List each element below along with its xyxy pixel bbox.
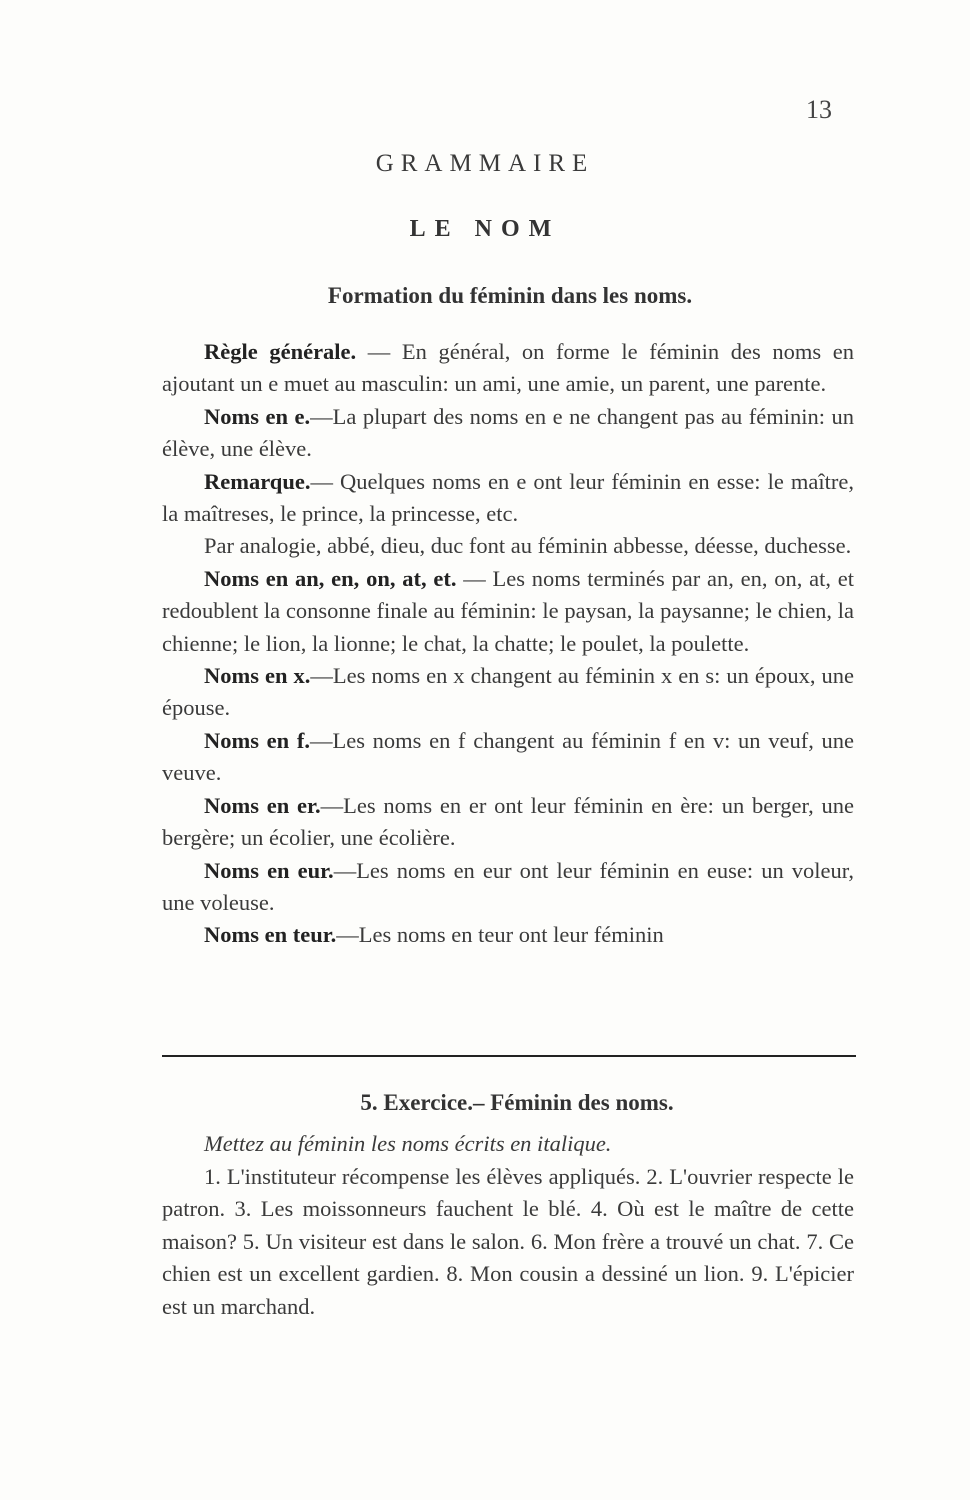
exercise-instruction: Mettez au féminin les noms écrits en italique. <box>204 1131 612 1156</box>
rule-label: Noms en f. <box>204 727 310 753</box>
rule-paragraph <box>162 530 854 562</box>
rule-paragraph <box>162 466 854 531</box>
section-title: Formation du féminin dans les noms. <box>327 283 693 308</box>
section-heading: LE NOM <box>409 216 561 242</box>
rule-text: — En général, on forme le féminin des noms en ajoutant un e muet au masculin: un ami, une amie, un parent, une parente. <box>162 339 854 397</box>
grammar-rules <box>162 336 854 952</box>
rule-label: Noms en er. <box>204 792 321 818</box>
exercise-text: 1. L'instituteur récompense les élèves appliqués. 2. L'ouvrier respecte le patron. 3. Les moissonneurs fauchent le blé. 4. Où est le maître de cette maison? 5. Un visiteur est dans le salon. 6. Mon frère a trouvé un chat. 7. Ce chien est un excellent gardien. 8. Mon cousin a dessiné un lion. 9. L'épicier est un marchand. <box>162 1163 854 1319</box>
rule-label: Noms en teur. <box>204 922 337 948</box>
rule-paragraph <box>162 336 854 401</box>
rule-paragraph <box>162 401 854 466</box>
rule-paragraph <box>162 725 854 790</box>
rule-paragraph <box>162 563 854 660</box>
rule-paragraph <box>162 790 854 855</box>
rule-label: Noms en eur. <box>204 857 334 883</box>
rule-text: —Les noms en f changent au féminin f en v: un veuf, une veuve. <box>162 727 854 786</box>
rule-label: Noms en x. <box>204 663 311 689</box>
rule-text: — Quelques noms en e ont leur féminin en esse: le maître, la maîtreses, le prince, la princesse, etc. <box>162 468 854 527</box>
rule-paragraph <box>162 855 854 920</box>
rule-text: — Les noms terminés par an, en, on, at, et redoublent la consonne finale au féminin: le paysan, la paysanne; le chien, la chienne; le lion, la lionne; le chat, la chatte; le poulet, la poulette. <box>162 565 855 656</box>
exercise-body <box>162 1128 854 1324</box>
rule-label: Noms en e. <box>204 403 311 429</box>
rule-label: Noms en an, en, on, at, et. <box>204 565 457 591</box>
chapter-heading: GRAMMAIRE <box>375 150 595 177</box>
rule-text: —La plupart des noms en e ne changent pas au féminin: un élève, une élève. <box>162 403 854 462</box>
page-number: 13 <box>806 95 832 124</box>
rule-text: —Les noms en teur ont leur féminin <box>336 922 664 948</box>
rule-text: —Les noms en er ont leur féminin en ère: un berger, une bergère; un écolier, une écolière. <box>162 792 855 851</box>
rule-text: —Les noms en x changent au féminin x en s: un époux, une épouse. <box>162 663 854 721</box>
rule-label: Remarque. <box>204 468 311 494</box>
rule-text: Par analogie, abbé, dieu, duc font au féminin abbesse, déesse, duchesse. <box>204 533 852 559</box>
section-divider <box>162 1055 856 1057</box>
rule-label: Règle générale. <box>204 339 357 364</box>
exercise-title: 5. Exercice.– Féminin des noms. <box>360 1090 674 1115</box>
rule-text: —Les noms en eur ont leur féminin en euse: un voleur, une voleuse. <box>162 857 854 915</box>
rule-paragraph <box>162 660 854 725</box>
rule-paragraph <box>162 919 854 951</box>
